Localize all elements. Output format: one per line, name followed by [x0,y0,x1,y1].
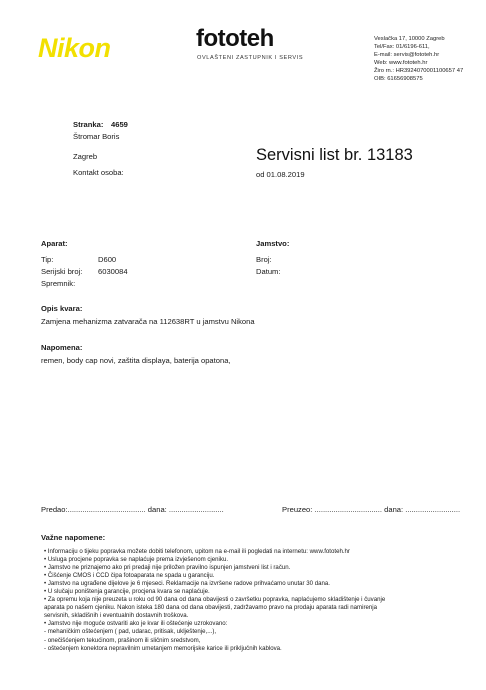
customer-id: 4659 [111,120,128,129]
note-line: servisnih, skladišnih i eventualnih dostavnih troškova. [44,612,189,620]
device-serial-label: Serijski broj: [41,267,83,276]
fault-text: Zamjena mehanizma zatvarača na 112638RT u jamstvu Nikona [41,317,255,326]
warranty-section-label: Jamstvo: [256,239,290,248]
company-oib: OIB: 61656908575 [374,76,423,82]
device-storage-label: Spremnik: [41,279,76,288]
fault-label: Opis kvara: [41,304,83,313]
company-phone: Tel/Fax: 01/6196-611, [374,44,430,50]
fototeh-logo [196,27,274,51]
fototeh-subtitle: OVLAŠTENI ZASTUPNIK I SERVIS [197,55,304,61]
company-bank-account: Žiro rn.: HR3924070001100657 47 [374,68,464,74]
remark-text: remen, body cap novi, zaštita displaya, baterija opatona, [41,356,231,365]
note-line: aparata po našem cjeniku. Nakon isteka 180 dana od dana obavijesti, zadržavamo pravo na prodaju aparata radi namirenja [44,604,377,612]
note-line: • Usluga procjene popravka se naplaćuje prema izvješenom cjeniku. [44,556,229,564]
note-line: • Jamstvo ne priznajemo ako pri predaji nije priložen pravilno ispunjen jamstveni list i račun. [44,564,291,572]
nikon-logo: Nikon [38,33,111,63]
note-line: - onečišćenjem tekućinom, prašinom ili sličnim sredstvom, [44,636,201,644]
device-serial-value: 6030084 [98,267,128,276]
company-info [374,35,463,83]
note-line: • U slučaju poništenja garancije, procjena kvara se naplaćuje. [44,588,210,596]
device-type-label: Tip: [41,255,54,264]
note-line: • Jamstvo nije moguće ostvariti ako je kvar ili oštećenje uzrokovano: [44,620,228,628]
note-line: - mehaničkim oštećenjem ( pad, udarac, pritisak, uklještenje,...), [44,628,217,636]
note-line: - oštećenjem konektora nepravilnim umetanjem memorijske karice ili priključnih kablova. [44,644,282,652]
note-line: • Informaciju o tijeku popravka možete dobiti telefonom, upitom na e-mail ili pogledati na internetu: www.fototeh.hr [44,548,350,555]
warranty-number-label: Broj: [256,255,272,264]
note-line: • Jamstvo na ugrađene dijelove je 6 mjeseci. Reklamacije na izvršene radove prihvaćamo unutar 30 dana. [44,580,330,588]
customer-city: Zagreb [73,152,98,161]
remark-label: Napomena: [41,343,83,352]
contact-person-label: Kontakt osoba: [73,168,124,177]
company-email: E-mail: servis@fototeh.hr [374,52,440,58]
document-date: od 01.08.2019 [256,170,305,179]
handover-signature: Predao:..................................... dana: .......................... [41,505,224,514]
device-type-value: D600 [98,255,117,264]
document-title: Servisni list br. 13183 [256,146,413,164]
important-notes-list [44,548,464,653]
device-section-label: Aparat: [41,239,68,248]
note-line: • Čišćenje CMOS i CCD čipa fotoaparata ne spada u garanciju. [44,572,215,580]
takeover-signature: Preuzeo: ................................ dana: .......................... [282,505,461,514]
customer-name: Štromar Boris [73,132,120,141]
fototeh-logo-text: fototeh [196,25,274,52]
company-address: Veslačka 17, 10000 Zagreb [374,36,445,42]
customer-label: Stranka: [73,120,104,129]
important-notes-label: Važne napomene: [41,533,106,542]
company-web: Web: www.fototeh.hr [374,60,428,66]
warranty-date-label: Datum: [256,267,281,276]
note-line: • Za opremu koja nije preuzeta u roku od 90 dana od dana obavijesti o završetku popravka, naplaćujemo skladištenje i čuvanje [44,596,386,604]
